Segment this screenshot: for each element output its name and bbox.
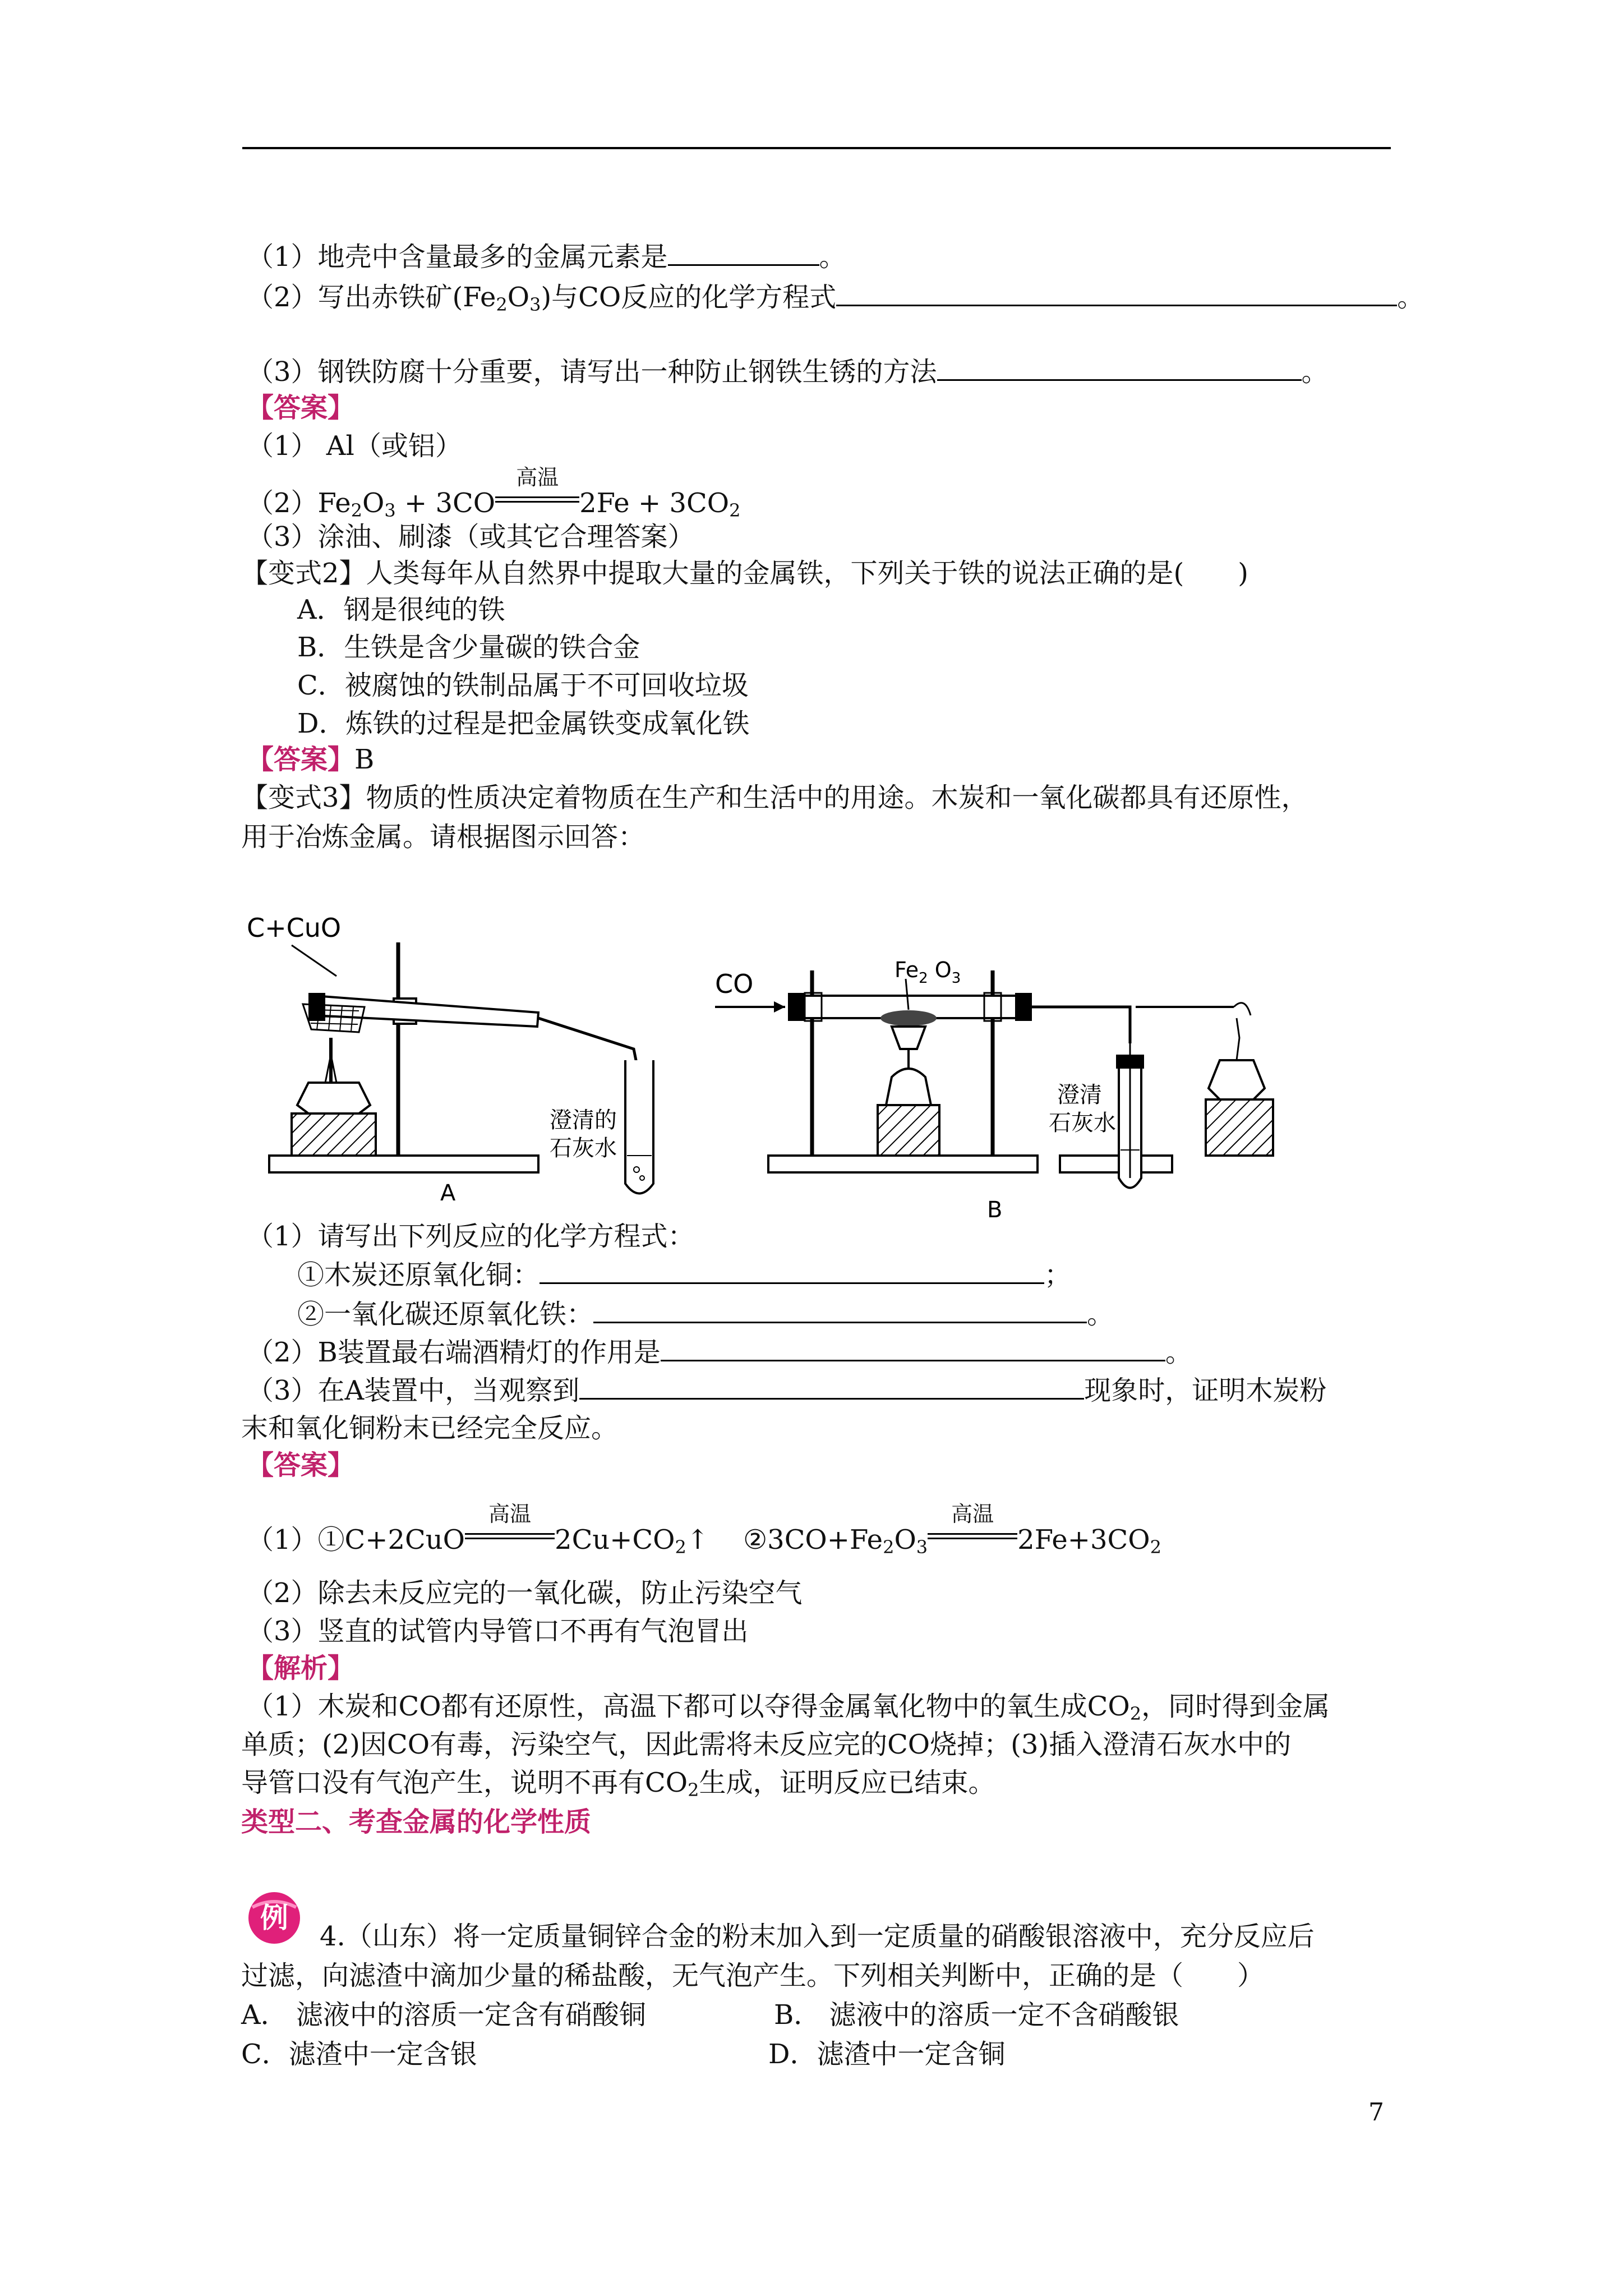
figure-b-caption: B [987,1197,1003,1223]
answer3-2: （2）除去未反应完的一氧化碳，防止污染空气 [247,1577,803,1609]
variant3-stem-1: 【变式3】物质的性质决定着物质在生产和生活中的用途。木炭和一氧化碳都具有还原性， [241,782,1308,813]
badge-label: 例 [260,1902,288,1934]
figure-a-limewater-label-1: 澄清的 [550,1107,617,1133]
variant2-option-a[interactable]: A．钢是很纯的铁 [297,594,505,625]
variant2-stem: 【变式2】人类每年从自然界中提取大量的金属铁，下列关于铁的说法正确的是( ) [241,558,1248,589]
answer-blank[interactable] [593,1296,1087,1323]
variant2-option-b[interactable]: B．生铁是含少量碳的铁合金 [297,632,640,663]
page-number: 7 [1368,2098,1384,2127]
answer3-3: （3）竖直的试管内导管口不再有气泡冒出 [247,1616,749,1647]
variant3-stem-2: 用于冶炼金属。请根据图示回答： [241,821,645,853]
question4-option-b[interactable]: B． 滤液中的溶质一定不含硝酸银 [774,1999,1179,2031]
question4-stem-1: 4.（山东）将一定质量铜锌合金的粉末加入到一定质量的硝酸银溶液中，充分反应后 [320,1921,1315,1952]
variant3-q1a: ①木炭还原氧化铜： ； [297,1257,1071,1293]
answer-blank[interactable] [937,353,1302,381]
answer-label: 【答案】 [247,392,355,424]
analysis-line-2: 单质；(2)因CO有毒，污染空气，因此需将未反应完的CO烧掉；(3)插入澄清石灰水中的 [241,1729,1292,1760]
variant3-q3: （3）在A装置中，当观察到 现象时，证明木炭粉 [247,1372,1326,1409]
figure-a-reagent-label: C+CuO [247,913,342,943]
header-rule [242,147,1391,149]
variant3-q1b: ②一氧化碳还原氧化铁： 。 [297,1296,1114,1332]
analysis-line-3: 导管口没有气泡产生，说明不再有$CO_2$生成，证明反应已结束。 [241,1767,995,1801]
variant2-option-c[interactable]: C．被腐蚀的铁制品属于不可回收垃圾 [297,670,749,701]
figure-b-gas-label: CO [715,969,754,999]
figure-a-limewater-label-2: 石灰水 [550,1135,617,1161]
answer-1: （1） Al（或铝） [247,430,462,462]
q1-line3: （3）钢铁防腐十分重要，请写出一种防止钢铁生锈的方法 。 [247,353,1329,390]
question4-option-d[interactable]: D．滤渣中一定含铜 [768,2039,1006,2070]
variant3-q1: （1）请写出下列反应的化学方程式： [247,1221,695,1252]
example-badge-icon [247,1890,302,1945]
answer-3: （3）涂油、刷漆（或其它合理答案） [247,521,695,553]
section-heading: 类型二、考查金属的化学性质 [241,1806,592,1838]
answer-blank[interactable] [661,1334,1165,1361]
variant2-answer: 【答案】B [247,744,375,775]
answer-label-3: 【答案】 [247,1450,355,1481]
svg-text:Fe2 O3: $Fe_2$ $O_3$ [895,958,961,987]
q1-line2: （2）写出赤铁矿$(Fe_2O_3)$与CO反应的化学方程式 。 [247,279,1424,315]
answer-blank[interactable] [668,238,819,266]
question4-stem-2: 过滤，向滤渣中滴加少量的稀盐酸，无气泡产生。下列相关判断中，正确的是（ ） [241,1960,1265,1991]
answer-blank[interactable] [540,1257,1044,1284]
analysis-label: 【解析】 [247,1653,355,1684]
analysis-line-1: （1）木炭和CO都有还原性，高温下都可以夺得金属氧化物中的氧生成$CO_2$，同时得到金属 [247,1691,1330,1724]
question4-option-a[interactable]: A． 滤液中的溶质一定含有硝酸铜 [241,1999,646,2031]
reaction-condition: 高温 [928,1517,1017,1549]
reaction-condition: 高温 [495,481,579,512]
answer-blank[interactable] [836,279,1397,306]
reaction-condition: 高温 [465,1517,555,1549]
variant3-q3-cont: 末和氧化铜粉末已经完全反应。 [241,1412,619,1444]
q1-line1: （1）地壳中含量最多的金属元素是 。 [247,238,846,275]
figure-b-limewater-label-1: 澄清 [1057,1082,1102,1108]
answer3-equations: （1）①C+2CuO 高温 $2Cu+CO_2↑$ $②3CO+Fe_2O_3$ 高温 $2Fe+3CO_2$ [247,1502,1161,1558]
answer-2-equation: $(2)Fe_2O_3 + 3CO$ 高温 $2Fe + 3CO_2$ [247,465,741,521]
apparatus-figure-b [712,909,1284,1223]
variant3-q2: （2）B装置最右端酒精灯的作用是 。 [247,1334,1192,1370]
question4-option-c[interactable]: C．滤渣中一定含银 [241,2039,477,2070]
apparatus-figure-a [247,892,712,1206]
figure-b-limewater-label-2: 石灰水 [1049,1110,1116,1136]
figure-a-caption: A [440,1180,456,1206]
answer-blank[interactable] [579,1372,1084,1400]
variant2-option-d[interactable]: D．炼铁的过程是把金属铁变成氧化铁 [297,708,750,739]
